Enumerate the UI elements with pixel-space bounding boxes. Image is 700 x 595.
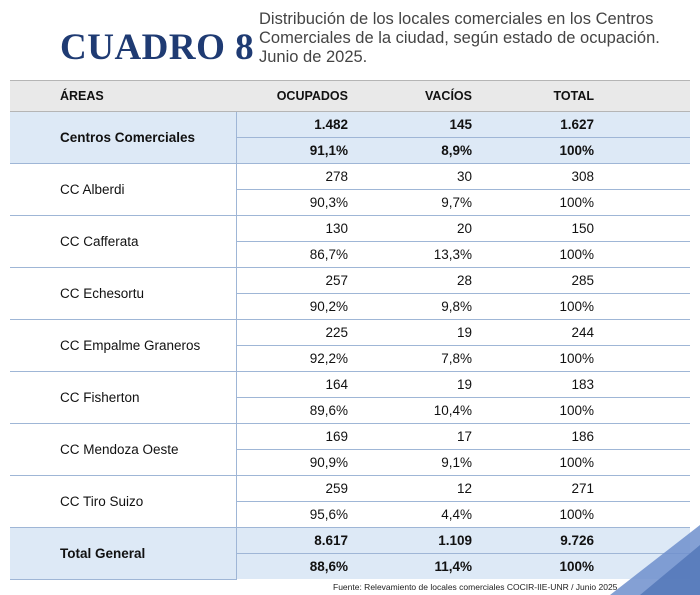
ocupados-percent-cell: 90,9% — [236, 450, 348, 476]
vacios-percent-cell: 8,9% — [348, 138, 472, 164]
vacios-percent-cell: 13,3% — [348, 242, 472, 268]
ocupados-count-cell: 169 — [236, 424, 348, 450]
spacer-cell — [594, 346, 690, 372]
corner-triangle-decoration — [610, 525, 700, 595]
source-note: Fuente: Relevamiento de locales comerciales COCIR-IIE-UNR / Junio 2025 — [333, 582, 618, 592]
area-name-cell: CC Empalme Graneros — [10, 320, 236, 372]
table-row — [10, 268, 690, 294]
table-row — [10, 164, 690, 190]
spacer-cell — [594, 398, 690, 424]
table-row — [10, 320, 690, 346]
ocupados-percent-cell: 90,2% — [236, 294, 348, 320]
area-name-cell: CC Cafferata — [10, 216, 236, 268]
table-row — [10, 424, 690, 450]
table-row — [10, 476, 690, 502]
vacios-percent-cell: 10,4% — [348, 398, 472, 424]
column-header-vacios: VACÍOS — [348, 81, 472, 112]
area-name-cell: CC Tiro Suizo — [10, 476, 236, 528]
ocupados-count-cell: 164 — [236, 372, 348, 398]
spacer-cell — [594, 294, 690, 320]
vacios-count-cell: 19 — [348, 372, 472, 398]
spacer-cell — [594, 476, 690, 502]
column-header-areas: ÁREAS — [10, 81, 236, 112]
spacer-cell — [594, 268, 690, 294]
table-header-block — [0, 0, 700, 78]
ocupados-percent-cell: 89,6% — [236, 398, 348, 424]
total-count-cell: 1.627 — [472, 112, 594, 138]
ocupados-count-cell: 8.617 — [236, 528, 348, 554]
total-count-cell: 186 — [472, 424, 594, 450]
total-percent-cell: 100% — [472, 398, 594, 424]
total-percent-cell: 100% — [472, 294, 594, 320]
vacios-percent-cell: 9,1% — [348, 450, 472, 476]
total-percent-cell: 100% — [472, 502, 594, 528]
vacios-percent-cell: 9,7% — [348, 190, 472, 216]
area-name-cell: CC Echesortu — [10, 268, 236, 320]
total-count-cell: 244 — [472, 320, 594, 346]
area-name-cell: CC Mendoza Oeste — [10, 424, 236, 476]
ocupados-count-cell: 259 — [236, 476, 348, 502]
vacios-percent-cell: 4,4% — [348, 502, 472, 528]
spacer-cell — [594, 138, 690, 164]
ocupados-count-cell: 1.482 — [236, 112, 348, 138]
table-row — [10, 528, 690, 554]
vacios-percent-cell: 7,8% — [348, 346, 472, 372]
table-subtitle: Distribución de los locales comerciales en los Centros Comerciales de la ciudad, según estado de ocupación. Junio de 2025. — [259, 10, 660, 66]
total-count-cell: 308 — [472, 164, 594, 190]
column-header-row — [10, 81, 690, 112]
vacios-count-cell: 19 — [348, 320, 472, 346]
spacer-cell — [594, 216, 690, 242]
area-name-cell: CC Alberdi — [10, 164, 236, 216]
ocupados-percent-cell: 91,1% — [236, 138, 348, 164]
column-header-total: TOTAL — [472, 81, 594, 112]
total-percent-cell: 100% — [472, 346, 594, 372]
total-percent-cell: 100% — [472, 450, 594, 476]
ocupados-percent-cell: 88,6% — [236, 554, 348, 580]
vacios-count-cell: 1.109 — [348, 528, 472, 554]
ocupados-count-cell: 278 — [236, 164, 348, 190]
vacios-count-cell: 28 — [348, 268, 472, 294]
vacios-percent-cell: 9,8% — [348, 294, 472, 320]
vacios-count-cell: 17 — [348, 424, 472, 450]
area-name-cell: CC Fisherton — [10, 372, 236, 424]
ocupados-count-cell: 130 — [236, 216, 348, 242]
vacios-count-cell: 145 — [348, 112, 472, 138]
vacios-count-cell: 20 — [348, 216, 472, 242]
total-percent-cell: 100% — [472, 190, 594, 216]
spacer-cell — [594, 112, 690, 138]
total-percent-cell: 100% — [472, 138, 594, 164]
occupancy-table — [10, 80, 690, 580]
ocupados-percent-cell: 86,7% — [236, 242, 348, 268]
spacer-cell — [594, 242, 690, 268]
total-count-cell: 183 — [472, 372, 594, 398]
spacer-cell — [594, 372, 690, 398]
total-percent-cell: 100% — [472, 242, 594, 268]
table-body — [10, 112, 690, 580]
table-row — [10, 112, 690, 138]
table-number-title: CUADRO 8 — [60, 27, 255, 68]
total-count-cell: 271 — [472, 476, 594, 502]
ocupados-percent-cell: 90,3% — [236, 190, 348, 216]
table-row — [10, 216, 690, 242]
column-header-spacer — [594, 81, 690, 112]
spacer-cell — [594, 320, 690, 346]
area-name-cell: Total General — [10, 528, 236, 580]
vacios-count-cell: 30 — [348, 164, 472, 190]
total-count-cell: 150 — [472, 216, 594, 242]
ocupados-count-cell: 225 — [236, 320, 348, 346]
spacer-cell — [594, 424, 690, 450]
spacer-cell — [594, 450, 690, 476]
ocupados-count-cell: 257 — [236, 268, 348, 294]
spacer-cell — [594, 502, 690, 528]
spacer-cell — [594, 164, 690, 190]
ocupados-percent-cell: 92,2% — [236, 346, 348, 372]
column-header-ocupados: OCUPADOS — [236, 81, 348, 112]
spacer-cell — [594, 190, 690, 216]
vacios-percent-cell: 11,4% — [348, 554, 472, 580]
total-count-cell: 285 — [472, 268, 594, 294]
ocupados-percent-cell: 95,6% — [236, 502, 348, 528]
total-count-cell: 9.726 — [472, 528, 594, 554]
vacios-count-cell: 12 — [348, 476, 472, 502]
area-name-cell: Centros Comerciales — [10, 112, 236, 164]
table-row — [10, 372, 690, 398]
total-percent-cell: 100% — [472, 554, 594, 580]
